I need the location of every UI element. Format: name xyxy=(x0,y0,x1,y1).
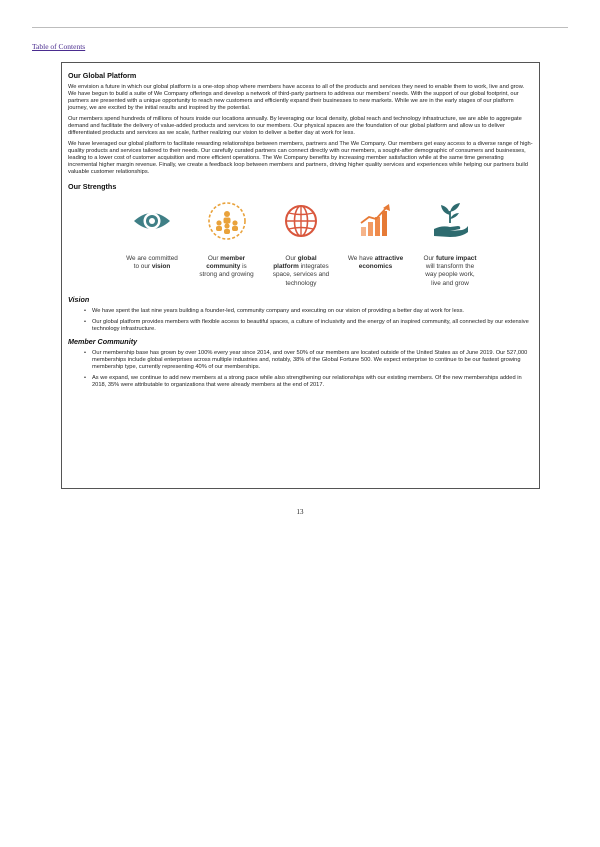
vision-heading: Vision xyxy=(68,295,90,304)
member-community-bullet: • Our membership base has grown by over 100% every year since 2014, and over 50% of our members are located outside of the United States as of June 2019. Our 527,000 memberships include global enterprises across multiple industries and, notably, 38% of the Global Fortune 500. We expect enterprise to continue to be our fastest growing membership type, currently representing 40% of our memberships. xyxy=(86,350,533,371)
vision-bullet: • Our global platform provides members with flexible access to beautiful spaces, a culture of inclusivity and the energy of an inspired community, all connected by our extensive technology infrastructure. xyxy=(86,319,533,333)
global-platform-heading: Our Global Platform xyxy=(68,71,137,80)
strength-attractive-economics-caption: We have attractive economics xyxy=(347,255,404,271)
plant-in-hand-icon xyxy=(428,199,472,243)
table-of-contents-link[interactable]: Table of Contents xyxy=(32,42,86,51)
top-rule xyxy=(32,27,568,28)
strength-member-community xyxy=(191,195,263,295)
global-platform-paragraph-3: We have leveraged our global platform to facilitate rewarding relationships between members, partners and The We Company. Our members get easy access to a diverse range of high-quality products and services tailored to their needs. Our carefully curated partners can connect directly with our members, a sought-after demographic of consumers and businesses, leading to a lower cost of customer acquisition and more efficient operations. The We Company benefits by increasing member satisfaction while at the same time generating incremental higher margin revenue. Finally, we create a feedback loop between members and partners, driving higher quality services and experiences while helping our partners build valuable customer relationships. xyxy=(68,141,533,175)
eye-icon xyxy=(130,199,174,243)
growth-chart-icon xyxy=(354,199,398,243)
strength-future-impact xyxy=(414,195,486,295)
strength-global-platform-caption: Our global platform integrates space, services and technology xyxy=(272,255,330,287)
strength-attractive-economics xyxy=(340,195,412,295)
strengths-heading: Our Strengths xyxy=(68,182,117,191)
vision-bullets xyxy=(68,308,533,333)
strength-global-platform xyxy=(265,195,337,295)
member-community-bullet: • As we expand, we continue to add new members at a strong pace while also strengthening our relationships with our existing members. Of the new memberships added in 2018, 35% were attributable to organizations that were already members at the end of 2017. xyxy=(86,375,533,389)
community-icon xyxy=(205,199,249,243)
member-community-bullets xyxy=(68,350,533,389)
strength-member-community-caption: Our member community is strong and growing xyxy=(199,255,254,279)
content-box xyxy=(61,62,540,489)
strength-future-impact-caption: Our future impact will transform the way people work, live and grow xyxy=(423,255,477,287)
strength-vision-caption: We are committed to our vision xyxy=(126,255,178,271)
global-platform-paragraph-2: Our members spend hundreds of millions of hours inside our locations annually. By leveraging our local density, global reach and technology infrastructure, we are able to aggregate demand and facilitate the delivery of value-added products and services to our members. Our physical spaces are the foundation of our global platform and allow us to deliver differentiated products and services as we scale, further realizing our vision to deliver a better day at work for less. xyxy=(68,116,522,136)
page-number: 13 xyxy=(296,508,304,516)
strengths-row xyxy=(68,195,533,295)
globe-icon xyxy=(279,199,323,243)
global-platform-paragraph-1: We envision a future in which our global platform is a one-stop shop where members have access to all of the products and services they need to enable them to work, live and grow. We have begun to build a suite of We Company offerings and develop a network of third-party partners to address our members' needs. With the support of our global footprint, our partners are presented with a unique opportunity to reach new customers and efficiently expand their businesses to new markets. While we are in the early stages of our platform journey, we are excited by the initial results and inspired by the potential. xyxy=(68,84,525,111)
strength-vision xyxy=(116,195,188,295)
vision-bullet: • We have spent the last nine years building a founder-led, community company and executing on our vision of providing a better day at work for less. xyxy=(86,308,533,315)
member-community-heading: Member Community xyxy=(68,337,138,346)
